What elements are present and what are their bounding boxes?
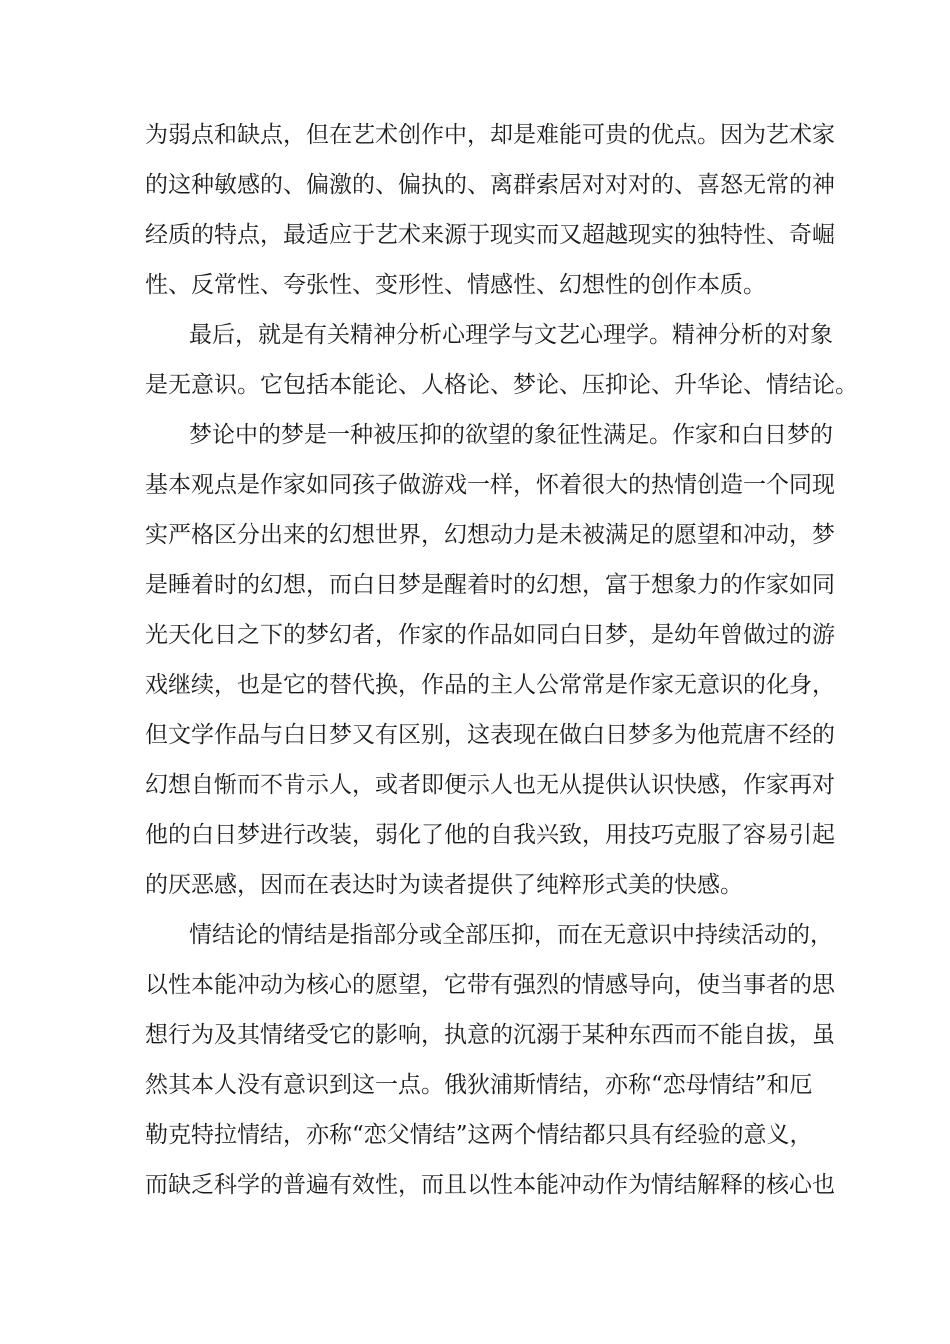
text-line-content: 情结论的情结是指部分或全部压抑，而在无意识中持续活动的， [189,922,833,948]
text-line-content: 以性本能冲动为核心的愿望，它带有强烈的情感导向，使当事者的思 [145,972,835,998]
text-line-content: 但文学作品与白日梦又有区别，这表现在做白日梦多为他荒唐不经的 [145,722,835,748]
text-line [189,410,833,460]
text-line [145,760,835,810]
text-line-content: 经质的特点，最适应于艺术来源于现实而又超越现实的独特性、奇崛 [145,222,835,248]
text-line-content: 而缺乏科学的普遍有效性，而且以性本能冲动作为情结解释的核心也 [145,1172,835,1198]
text-line [145,610,835,660]
text-line-content: 基本观点是作家如同孩子做游戏一样，怀着很大的热情创造一个同现 [145,472,835,498]
text-line-content: 想行为及其情绪受它的影响，执意的沉溺于某种东西而不能自拔，虽 [145,1022,835,1048]
text-line [145,110,835,160]
text-line-content: 为弱点和缺点，但在艺术创作中，却是难能可贵的优点。因为艺术家 [145,122,835,148]
text-line [145,960,835,1010]
text-line [145,460,835,510]
text-line-content: 勒克特拉情结，亦称“恋父情结”这两个情结都只具有经验的意义， [145,1122,813,1148]
text-line-content: 最后，就是有关精神分析心理学与文艺心理学。精神分析的对象 [189,322,833,348]
text-line [145,810,835,860]
text-line-content: 幻想自惭而不肯示人，或者即便示人也无从提供认识快感，作家再对 [145,772,835,798]
text-line [145,1160,835,1210]
text-line-content: 戏继续，也是它的替代换，作品的主人公常常是作家无意识的化身， [145,672,835,698]
text-line [145,160,835,210]
text-line [145,1010,835,1060]
text-line [145,1060,813,1110]
text-line [145,860,806,910]
text-line-content: 的这种敏感的、偏激的、偏执的、离群索居对对对的、喜怒无常的神 [145,172,835,198]
text-line [145,660,835,710]
text-line [145,710,835,760]
text-line-content: 光天化日之下的梦幻者，作家的作品如同白日梦，是幼年曾做过的游 [145,622,835,648]
text-line-content: 的厌恶感，因而在表达时为读者提供了纯粹形式美的快感。 [145,872,743,898]
text-line [145,210,835,260]
text-line-content: 然其本人没有意识到这一点。俄狄浦斯情结，亦称“恋母情结”和厄 [145,1072,813,1098]
text-line [145,260,806,310]
text-line-content: 梦论中的梦是一种被压抑的欲望的象征性满足。作家和白日梦的 [189,422,833,448]
text-line [189,910,833,960]
text-line-content: 是睡着时的幻想，而白日梦是醒着时的幻想，富于想象力的作家如同 [145,572,835,598]
text-line [145,360,858,410]
text-line-content: 实严格区分出来的幻想世界，幻想动力是未被满足的愿望和冲动，梦 [145,522,835,548]
text-line-content: 性、反常性、夸张性、变形性、情感性、幻想性的创作本质。 [145,272,766,298]
text-line [145,510,835,560]
text-line [145,1110,813,1160]
text-line-content: 他的白日梦进行改装，弱化了他的自我兴致，用技巧克服了容易引起 [145,822,835,848]
text-line [145,560,835,610]
text-line-content: 是无意识。它包括本能论、人格论、梦论、压抑论、升华论、情结论。 [145,372,858,398]
text-line [189,310,833,360]
